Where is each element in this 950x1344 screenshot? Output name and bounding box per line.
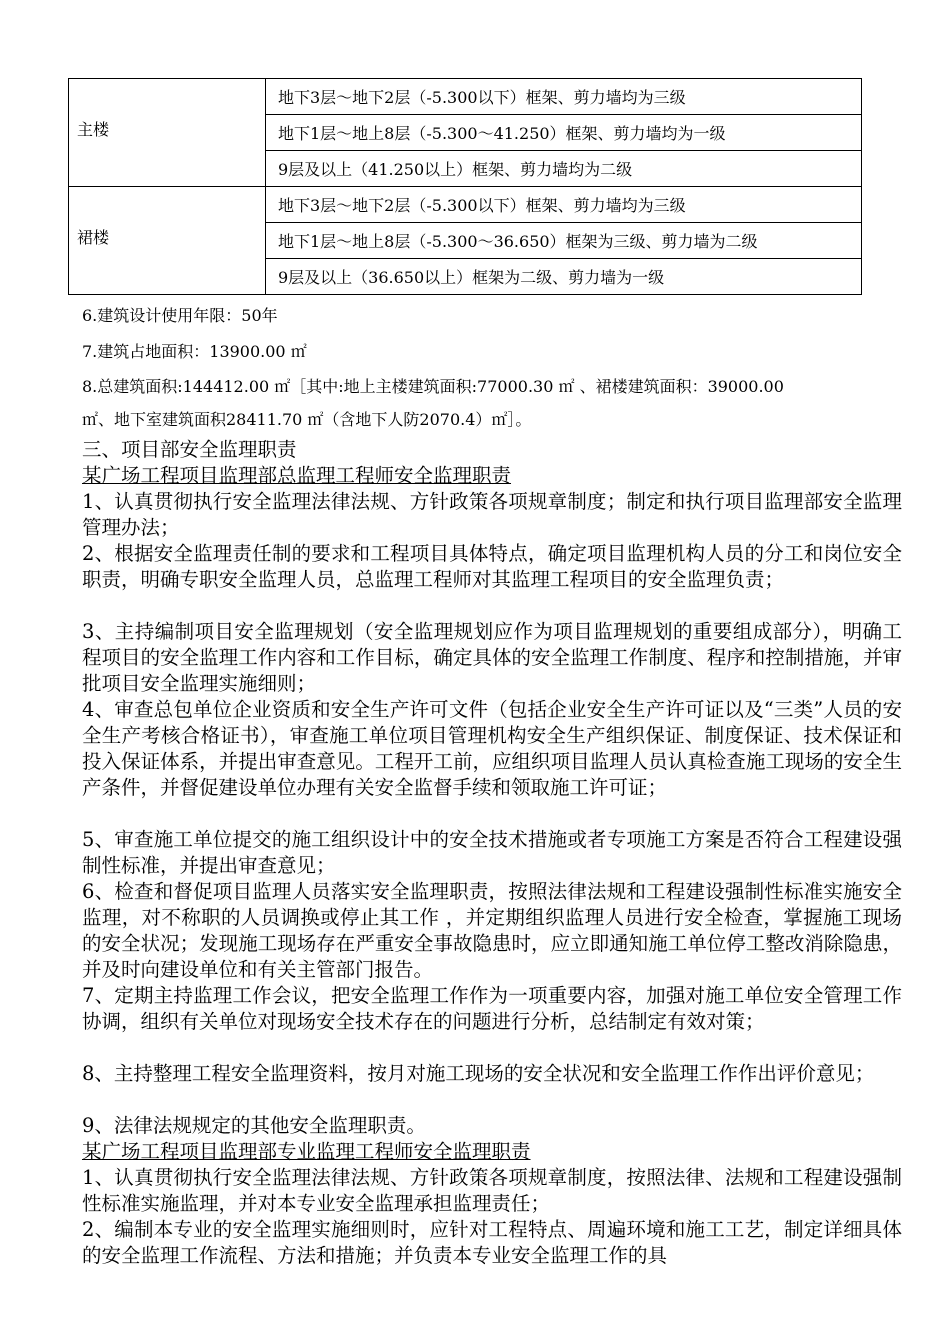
table-cell: 9层及以上（41.250以上）框架、剪力墙均为二级 (266, 151, 862, 187)
specialty-duty-1: 1、认真贯彻执行安全监理法律法规、方针政策各项规章制度，按照法律、法规和工程建设强制性标准实施监理，并对本专业安全监理承担监理责任； (82, 1166, 902, 1215)
design-life-line: 6.建筑设计使用年限：50年 (82, 306, 278, 325)
chief-engineer-heading: 某广场工程项目监理部总监理工程师安全监理职责 (82, 464, 512, 487)
specialty-duty-2: 2、编制本专业的安全监理实施细则时，应针对工程特点、周遍环境和施工工艺，制定详细具体的安全监理工作流程、方法和措施；并负责本专业安全监理工作的具 (82, 1218, 902, 1267)
chief-duty-2: 2、根据安全监理责任制的要求和工程项目具体特点，确定项目监理机构人员的分工和岗位安全职责，明确专职安全监理人员，总监理工程师对其监理工程项目的安全监理负责； (82, 542, 902, 591)
table-cell: 地下3层～地下2层（-5.300以下）框架、剪力墙均为三级 (266, 187, 862, 223)
table-group-label: 裙楼 (69, 187, 266, 295)
chief-duty-8: 8、主持整理工程安全监理资料，按月对施工现场的安全状况和安全监理工作作出评价意见； (82, 1062, 875, 1085)
table-cell: 地下1层～地上8层（-5.300～41.250）框架、剪力墙均为一级 (266, 115, 862, 151)
chief-duty-5: 5、审查施工单位提交的施工组织设计中的安全技术措施或者专项施工方案是否符合工程建设强制性标准，并提出审查意见； (82, 828, 902, 877)
chief-duty-6: 6、检查和督促项目监理人员落实安全监理职责，按照法律法规和工程建设强制性标准实施安全监理，对不称职的人员调换或停止其工作 ，并定期组织监理人员进行安全检查，掌握施工现场的安全状况；发现施工现场存在严重安全事故隐患时，应立即通知施工单位停工整改消除隐患，并及时向建设单位和有关主管部门报告。 (82, 880, 902, 981)
seismic-grade-table (68, 78, 862, 295)
table-cell: 地下3层～地下2层（-5.300以下）框架、剪力墙均为三级 (266, 79, 862, 115)
chief-duty-1: 1、认真贯彻执行安全监理法律法规、方针政策各项规章制度；制定和执行项目监理部安全监理管理办法； (82, 490, 902, 539)
chief-duty-3: 3、主持编制项目安全监理规划（安全监理规划应作为项目监理规划的重要组成部分），明确工程项目的安全监理工作内容和工作目标，确定具体的安全监理工作制度、程序和控制措施，并审批项目安全监理实施细则； (82, 620, 902, 695)
section-title: 三、项目部安全监理职责 (82, 438, 297, 461)
total-area-line: 8.总建筑面积:144412.00 ㎡［其中:地上主楼建筑面积:77000.30 ㎡ 、裙楼建筑面积：39000.00 (82, 377, 784, 396)
table-group-label: 主楼 (69, 79, 266, 187)
basement-area-line: ㎡、地下室建筑面积28411.70 ㎡（含地下人防2070.4）㎡］。 (82, 410, 532, 429)
table-row (69, 79, 862, 115)
table-row (69, 187, 862, 223)
chief-duty-9: 9、法律法规规定的其他安全监理职责。 (82, 1114, 426, 1137)
table-cell: 地下1层～地上8层（-5.300～36.650）框架为三级、剪力墙为二级 (266, 223, 862, 259)
table-cell: 9层及以上（36.650以上）框架为二级、剪力墙为一级 (266, 259, 862, 295)
land-area-line: 7.建筑占地面积：13900.00 ㎡ (82, 342, 307, 361)
chief-duty-7: 7、定期主持监理工作会议，把安全监理工作作为一项重要内容，加强对施工单位安全管理工作协调，组织有关单位对现场安全技术存在的问题进行分析，总结制定有效对策； (82, 984, 902, 1033)
specialty-engineer-heading: 某广场工程项目监理部专业监理工程师安全监理职责 (82, 1140, 531, 1163)
chief-duty-4: 4、审查总包单位企业资质和安全生产许可文件（包括企业安全生产许可证以及“三类”人员的安全生产考核合格证书），审查施工单位项目管理机构安全生产组织保证、制度保证、技术保证和投入保证体系，并提出审查意见。工程开工前，应组织项目监理人员认真检查施工现场的安全生产条件，并督促建设单位办理有关安全监督手续和领取施工许可证； (82, 698, 902, 799)
